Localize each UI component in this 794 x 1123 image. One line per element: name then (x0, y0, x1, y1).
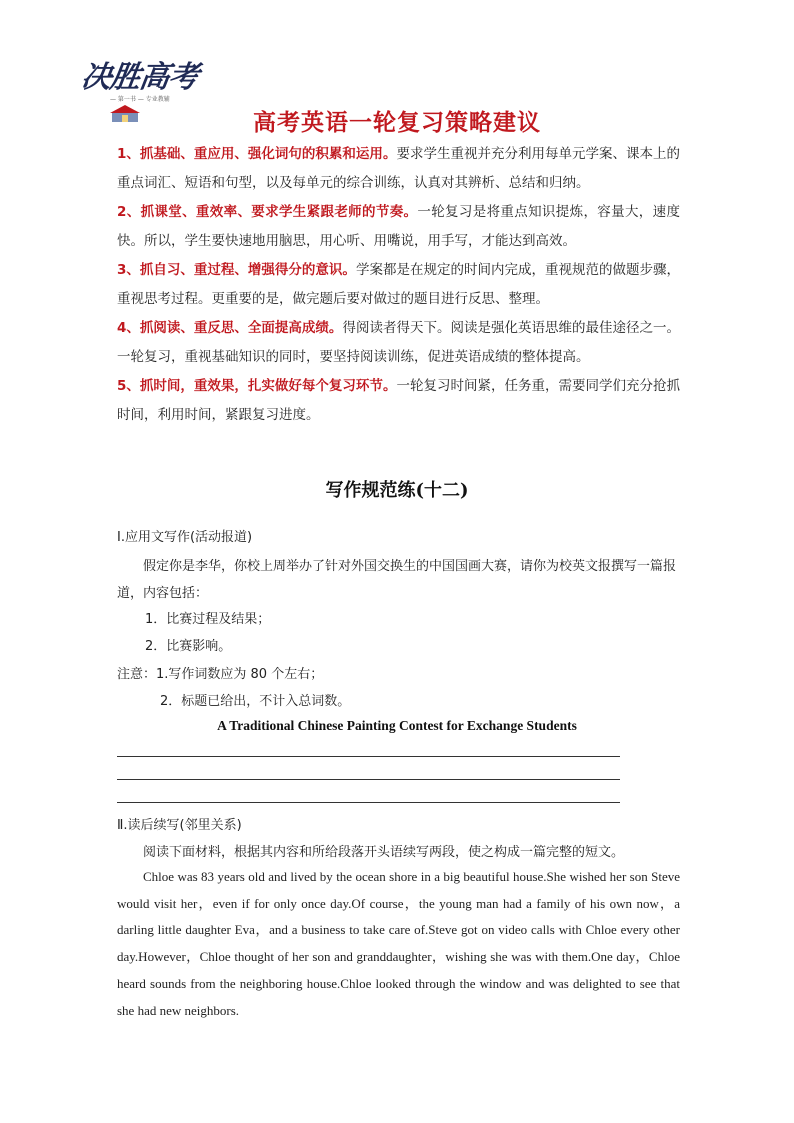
reading-passage: Chloe was 83 years old and lived by the ocean shore in a big beautiful house.She wished her son Steve would visit her，even if for only once day.Of course，the young man had a family of his own now，a darling little daughter Eva，and a business to take care of.Steve got on video calls with Chloe every other day.However，Chloe thought of her son and granddaughter，wishing she was with them.One day，Chloe heard sounds from the neighboring house.Chloe looked through the window and was delighted to see that she had new neighbors. (117, 869, 681, 1018)
logo-subtitle: — 第一书 — 专业教辅 (110, 96, 170, 103)
strategy-lead: 4、抓阅读、重反思、全面提高成绩。 (117, 320, 343, 336)
page-title: 高考英语一轮复习策略建议 (253, 110, 541, 136)
writing-line[interactable] (117, 756, 620, 757)
strategy-lead: 2、抓课堂、重效率、要求学生紧跟老师的节奏。 (117, 204, 418, 220)
logo-text: 决胜高考 (79, 60, 200, 95)
part1-item: 1．比赛过程及结果； (145, 612, 271, 627)
strategy-lead: 1、抓基础、重应用、强化词句的积累和运用。 (117, 146, 397, 162)
strategy-text: 学案都是在规定的时间内完成，重视规范的做题步骤，重视思考过程。更重要的是，做完题后要对做过的题目进行反思、整理。 (117, 262, 680, 307)
strategy-item (117, 314, 680, 372)
strategy-text: 要求学生重视并充分利用每单元学案、课本上的重点词汇、短语和句型，以及每单元的综合训练，认真对其辨析、总结和归纳。 (117, 146, 680, 191)
part1-item: 2．比赛影响。 (145, 639, 232, 654)
writing-line[interactable] (117, 802, 620, 803)
strategy-text: 得阅读者得天下。阅读是强化英语思维的最佳途径之一。一轮复习，重视基础知识的同时，要坚持阅读训练，促进英语成绩的整体提高。 (117, 320, 680, 365)
strategy-list (117, 140, 680, 430)
strategy-item (117, 372, 680, 430)
strategy-item (117, 140, 680, 198)
strategy-item (117, 256, 680, 314)
strategy-item (117, 198, 680, 256)
part1-note: 注意：1.写作词数应为 80 个左右； (117, 667, 324, 682)
part1-prompt: 假定你是李华，你校上周举办了针对外国交换生的中国国画大赛，请你为校英文报撰写一篇报道，内容包括： (117, 559, 677, 601)
strategy-lead: 5、抓时间，重效果，扎实做好每个复习环节。 (117, 378, 397, 394)
strategy-text: 一轮复习时间紧，任务重，需要同学们充分抢抓时间，利用时间，紧跟复习进度。 (117, 378, 680, 423)
section-title: 写作规范练(十二) (325, 480, 469, 501)
part1-note: 2．标题已给出，不计入总词数。 (160, 694, 351, 709)
essay-title: A Traditional Chinese Painting Contest for Exchange Students (217, 718, 577, 733)
part2-prompt: 阅读下面材料，根据其内容和所给段落开头语续写两段，使之构成一篇完整的短文。 (143, 845, 625, 860)
strategy-text: 一轮复习是将重点知识提炼，容量大，速度快。所以，学生要快速地用脑思，用心听、用嘴说，用手写，才能达到高效。 (117, 204, 680, 249)
part1-heading: Ⅰ.应用文写作(活动报道) (117, 530, 253, 545)
writing-line[interactable] (117, 779, 620, 780)
part2-heading: Ⅱ.读后续写(邻里关系) (117, 818, 242, 833)
strategy-lead: 3、抓自习、重过程、增强得分的意识。 (117, 262, 356, 278)
